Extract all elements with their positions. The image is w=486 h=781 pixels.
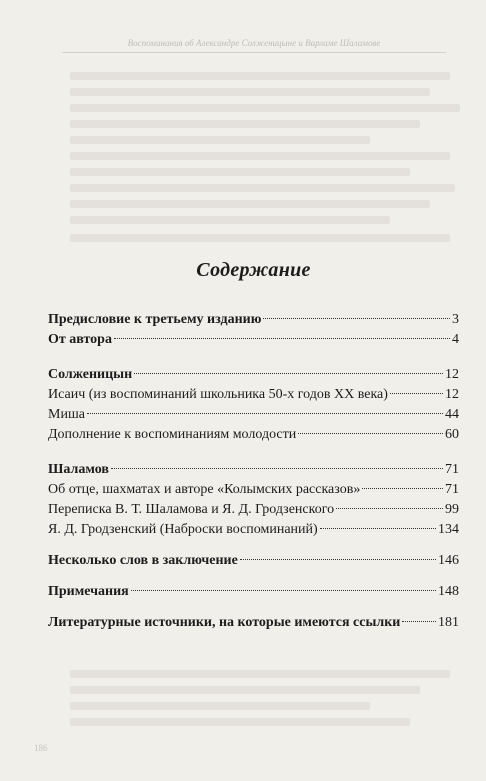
toc-entry-label: Миша xyxy=(48,407,85,422)
toc-entry-page: 148 xyxy=(438,584,459,599)
toc-entry[interactable] xyxy=(48,613,459,633)
section-gap xyxy=(48,445,459,460)
toc-entry-label: Я. Д. Гродзенский (Наброски воспоминаний) xyxy=(48,522,318,537)
toc-entry[interactable] xyxy=(48,310,459,330)
leader-dots xyxy=(320,528,436,529)
toc-entry[interactable] xyxy=(48,500,459,520)
toc-entry[interactable] xyxy=(48,520,459,540)
toc-entry-page: 60 xyxy=(445,427,459,442)
leader-dots xyxy=(131,590,436,591)
toc-entry[interactable] xyxy=(48,385,459,405)
toc-entry-label: Переписка В. Т. Шаламова и Я. Д. Гродзенского xyxy=(48,502,335,517)
leader-dots xyxy=(240,559,436,560)
toc-entry-page: 134 xyxy=(438,522,459,537)
leader-dots xyxy=(263,318,450,319)
toc-entry[interactable] xyxy=(48,365,459,385)
section-gap xyxy=(48,602,459,613)
page-number: 186 xyxy=(34,743,48,753)
toc-entry-page: 181 xyxy=(438,615,459,630)
toc-title: Содержание xyxy=(196,259,311,281)
toc-entry-page: 71 xyxy=(445,462,459,477)
toc-entry-page: 12 xyxy=(445,387,459,402)
toc-entry-label: От автора xyxy=(48,332,112,347)
leader-dots xyxy=(111,468,443,469)
toc-entry-label: Об отце, шахматах и авторе «Колымских рассказов» xyxy=(48,482,361,497)
leader-dots xyxy=(402,621,436,622)
toc-entry-label: Солженицын xyxy=(48,367,133,382)
toc-entry[interactable] xyxy=(48,551,459,571)
toc-entry-label: Несколько слов в заключение xyxy=(48,553,238,568)
leader-dots xyxy=(336,508,443,509)
toc-entry-label: Дополнение к воспоминаниям молодости xyxy=(48,427,297,442)
toc-entry-page: 12 xyxy=(445,367,459,382)
toc-entry-label: Исаич (из воспоминаний школьника 50-х годов XX века) xyxy=(48,387,388,402)
toc-entry[interactable] xyxy=(48,425,459,445)
leader-dots xyxy=(87,413,443,414)
leader-dots xyxy=(298,433,443,434)
toc-entry[interactable] xyxy=(48,330,459,350)
leader-dots xyxy=(390,393,443,394)
toc-entry[interactable] xyxy=(48,405,459,425)
leader-dots xyxy=(362,488,443,489)
toc-entry-page: 99 xyxy=(445,502,459,517)
section-gap xyxy=(48,540,459,551)
toc-entry-page: 146 xyxy=(438,553,459,568)
table-of-contents xyxy=(48,259,459,633)
toc-entry-page: 3 xyxy=(452,312,459,327)
toc-entry-page: 4 xyxy=(452,332,459,347)
toc-entry-label: Литературные источники, на которые имеются ссылки xyxy=(48,615,401,630)
leader-dots xyxy=(134,373,443,374)
section-gap xyxy=(48,350,459,365)
toc-entry-page: 71 xyxy=(445,482,459,497)
toc-entry[interactable] xyxy=(48,582,459,602)
toc-list xyxy=(48,310,459,633)
running-header: Воспоминания об Александре Солженицыне и Варламе Шаламове xyxy=(62,38,446,53)
toc-entry-label: Предисловие к третьему изданию xyxy=(48,312,262,327)
toc-entry[interactable] xyxy=(48,480,459,500)
toc-entry-label: Примечания xyxy=(48,584,129,599)
leader-dots xyxy=(114,338,450,339)
toc-entry-label: Шаламов xyxy=(48,462,109,477)
toc-entry-page: 44 xyxy=(445,407,459,422)
section-gap xyxy=(48,571,459,582)
toc-entry[interactable] xyxy=(48,460,459,480)
